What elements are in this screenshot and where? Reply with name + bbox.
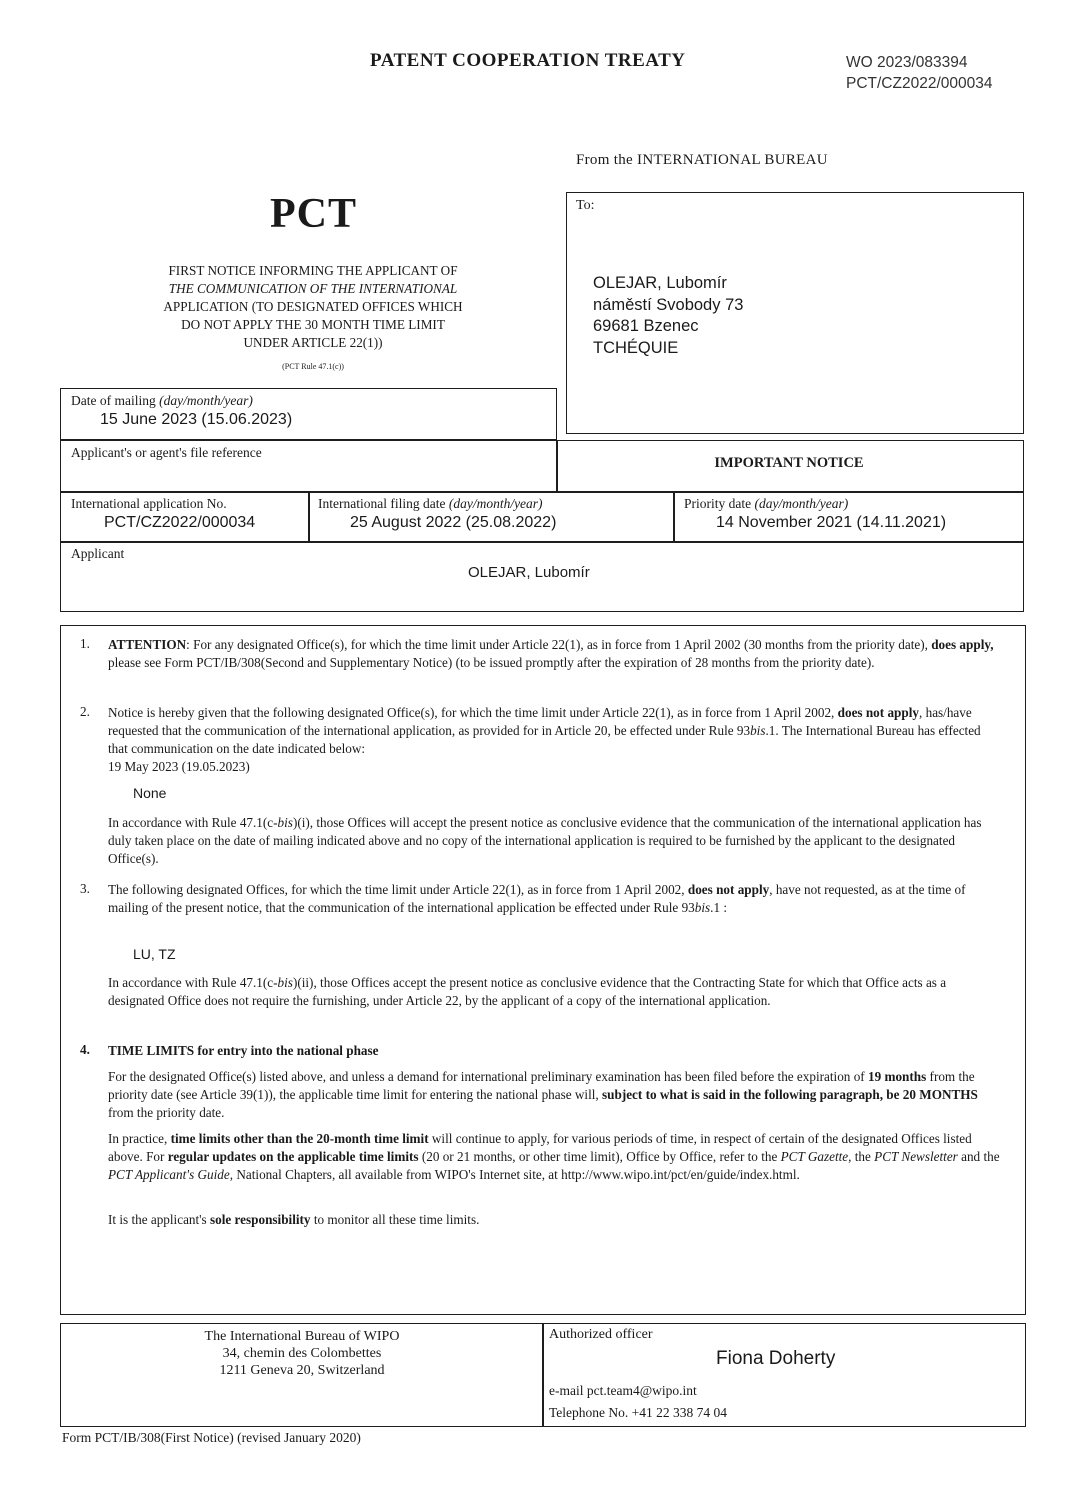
section-text: In accordance with Rule 47.1(c-: [108, 815, 278, 830]
from-bureau: From the INTERNATIONAL BUREAU: [576, 152, 828, 168]
applicant-value: OLEJAR, Lubomír: [468, 564, 590, 581]
priority-date-label-text: Priority date: [684, 496, 752, 511]
rule-reference: (PCT Rule 47.1(c)): [282, 362, 344, 371]
section-4-paragraph-1: [108, 1068, 1003, 1122]
section-text: : For any designated Office(s), for which the time limit under Article 22(1), as in force from 1 April 2002 (30 months from the priority date),: [186, 637, 932, 652]
wo-number: WO 2023/083394: [846, 54, 968, 71]
section-4-heading: TIME LIMITS for entry into the national phase: [108, 1043, 379, 1058]
section-italic: PCT Gazette: [780, 1149, 849, 1164]
divider: [542, 1323, 544, 1427]
section-text: .1 :: [710, 900, 728, 915]
filing-date-label: [318, 496, 543, 512]
communication-date: 19 May 2023 (19.05.2023): [108, 759, 250, 774]
mailing-date-value: 15 June 2023 (15.06.2023): [100, 411, 293, 428]
section-italic: bis: [277, 975, 293, 990]
filing-date-hint: (day/month/year): [448, 496, 543, 511]
section-4-number: 4.: [80, 1042, 90, 1057]
section-text: )(i), those Offices will accept the present notice as conclusive evidence that the communication of the international application has duly taken place on the date of mailing indicated above and no copy of the international application is required to be furnished by the applicant to the designated Office(s).: [108, 815, 982, 866]
section-text: The following designated Offices, for which the time limit under Article 22(1), as in force from 1 April 2002,: [108, 882, 688, 897]
attention-label: ATTENTION: [108, 637, 187, 652]
pct-logo: PCT: [270, 191, 357, 237]
officer-email: e-mail pct.team4@wipo.int: [549, 1383, 697, 1398]
section-text: It is the applicant's: [108, 1212, 210, 1227]
section-text: , National Chapters, all available from WIPO's Internet site, at http://www.wipo.int/pct/en/guide/index.html.: [229, 1167, 800, 1182]
section-emphasis: 19 months: [867, 1069, 927, 1084]
section-text: , has/have requested that the communication of the international application, as provided for in Article 20, be effected under Rule 93: [108, 705, 972, 738]
section-text: For the designated Office(s) listed above, and unless a demand for international preliminary examination has been filed before the expiration of: [108, 1069, 868, 1084]
filing-date-value: 25 August 2022 (25.08.2022): [350, 514, 557, 531]
section-text: from the priority date (see Article 39(1)), the applicable time limit for entering the national phase will,: [108, 1069, 975, 1102]
section-text: )(ii), those Offices accept the present notice as conclusive evidence that the Contracting State for which that Office acts as a designated Office does not require the furnishing, under Article 22, by the applicant of a copy of the international application.: [108, 975, 947, 1008]
section-text: , the: [848, 1149, 875, 1164]
section-2-paragraph: [108, 814, 1003, 868]
section-2-text: [108, 704, 1003, 758]
section-text: will continue to apply, for various periods of time, in respect of certain of the designated Offices listed above. For: [108, 1131, 972, 1164]
address-line: 69681 Bzenec: [593, 317, 699, 335]
section-text: In practice,: [108, 1131, 171, 1146]
section-1-number: 1.: [80, 636, 90, 651]
notice-title: [118, 262, 508, 352]
section-text: , have not requested, as at the time of mailing of the present notice, that the communication of the international application be effected under Rule 93: [108, 882, 966, 915]
divider: [60, 491, 1024, 493]
authorized-officer-label: Authorized officer: [549, 1327, 653, 1342]
section-3-paragraph: [108, 974, 1003, 1010]
applicant-label: Applicant: [71, 546, 125, 561]
form-reference: Form PCT/IB/308(First Notice) (revised January 2020): [62, 1430, 361, 1445]
address-line: TCHÉQUIE: [593, 338, 679, 357]
notice-title-line: DO NOT APPLY THE 30 MONTH TIME LIMIT: [181, 317, 445, 332]
file-reference-label: Applicant's or agent's file reference: [71, 445, 262, 460]
mailing-date-label-text: Date of mailing: [71, 393, 156, 408]
section-text: from the priority date.: [108, 1105, 225, 1120]
bureau-address-line: 1211 Geneva 20, Switzerland: [219, 1363, 385, 1378]
application-number-label: International application No.: [71, 496, 227, 511]
address-line: OLEJAR, Lubomír: [593, 274, 727, 292]
mailing-date-hint: (day/month/year): [159, 393, 253, 408]
section-4-paragraph-2: [108, 1130, 1003, 1184]
divider: [308, 491, 310, 542]
section-text: Notice is hereby given that the following designated Office(s), for which the time limit under Article 22(1), as in force from 1 April 2002,: [108, 705, 838, 720]
section-emphasis: regular updates on the applicable time limits: [167, 1149, 419, 1164]
section-text: In accordance with Rule 47.1(c-: [108, 975, 278, 990]
application-number-value: PCT/CZ2022/000034: [104, 514, 256, 531]
section-italic: bis: [277, 815, 293, 830]
section-text: and the: [957, 1149, 1000, 1164]
recipient-address: [593, 273, 743, 359]
priority-date-label: [684, 496, 848, 512]
section-text: to monitor all these time limits.: [310, 1212, 480, 1227]
authorized-officer-name: Fiona Doherty: [716, 1348, 836, 1369]
filing-date-label-text: International filing date: [318, 496, 446, 511]
requesting-offices: None: [133, 785, 167, 801]
section-text: .1. The International Bureau has effected that communication on the date indicated below:: [108, 723, 981, 756]
address-line: náměstí Svobody 73: [593, 295, 744, 314]
priority-date-hint: (day/month/year): [754, 496, 849, 511]
notice-title-line: FIRST NOTICE INFORMING THE APPLICANT OF: [168, 263, 458, 278]
notice-title-line: THE COMMUNICATION OF THE INTERNATIONAL: [168, 281, 458, 296]
bureau-address-line: The International Bureau of WIPO: [204, 1329, 400, 1344]
section-4-paragraph-3: [108, 1211, 1003, 1229]
bureau-address-line: 34, chemin des Colombettes: [222, 1346, 382, 1361]
section-emphasis: subject to what is said in the following paragraph, be 20 MONTHS: [602, 1087, 978, 1102]
pct-number: PCT/CZ2022/000034: [846, 75, 993, 92]
treaty-title: PATENT COOPERATION TREATY: [370, 50, 686, 71]
section-italic: PCT Newsletter: [874, 1149, 958, 1164]
non-requesting-offices: LU, TZ: [133, 946, 176, 962]
section-3-number: 3.: [80, 881, 90, 896]
section-emphasis: does not apply: [687, 882, 770, 897]
section-emphasis: time limits other than the 20-month time limit: [170, 1131, 429, 1146]
officer-telephone: Telephone No. +41 22 338 74 04: [549, 1405, 728, 1420]
section-emphasis: does not apply: [837, 705, 919, 720]
section-emphasis: sole responsibility: [210, 1212, 311, 1227]
notice-title-line: APPLICATION (TO DESIGNATED OFFICES WHICH: [163, 299, 463, 314]
notice-title-line: UNDER ARTICLE 22(1)): [243, 335, 383, 350]
section-emphasis: does apply,: [931, 637, 994, 652]
to-label: To:: [576, 198, 595, 213]
section-text: please see Form PCT/IB/308(Second and Supplementary Notice) (to be issued promptly after the expiration of 28 months from the priority date).: [108, 655, 875, 670]
mailing-date-label: [71, 393, 253, 409]
section-italic: bis: [750, 723, 766, 738]
section-text: (20 or 21 months, or other time limit), Office by Office, refer to the: [418, 1149, 781, 1164]
document-numbers: [846, 52, 992, 94]
section-3-text: [108, 881, 1003, 917]
divider: [60, 541, 1024, 543]
important-notice: IMPORTANT NOTICE: [714, 455, 864, 471]
section-italic: bis: [694, 900, 711, 915]
section-1-text: [108, 636, 1003, 672]
section-italic: PCT Applicant's Guide: [108, 1167, 230, 1182]
section-2-number: 2.: [80, 704, 90, 719]
priority-date-value: 14 November 2021 (14.11.2021): [716, 514, 947, 531]
divider: [673, 491, 675, 542]
bureau-address: [62, 1328, 542, 1379]
